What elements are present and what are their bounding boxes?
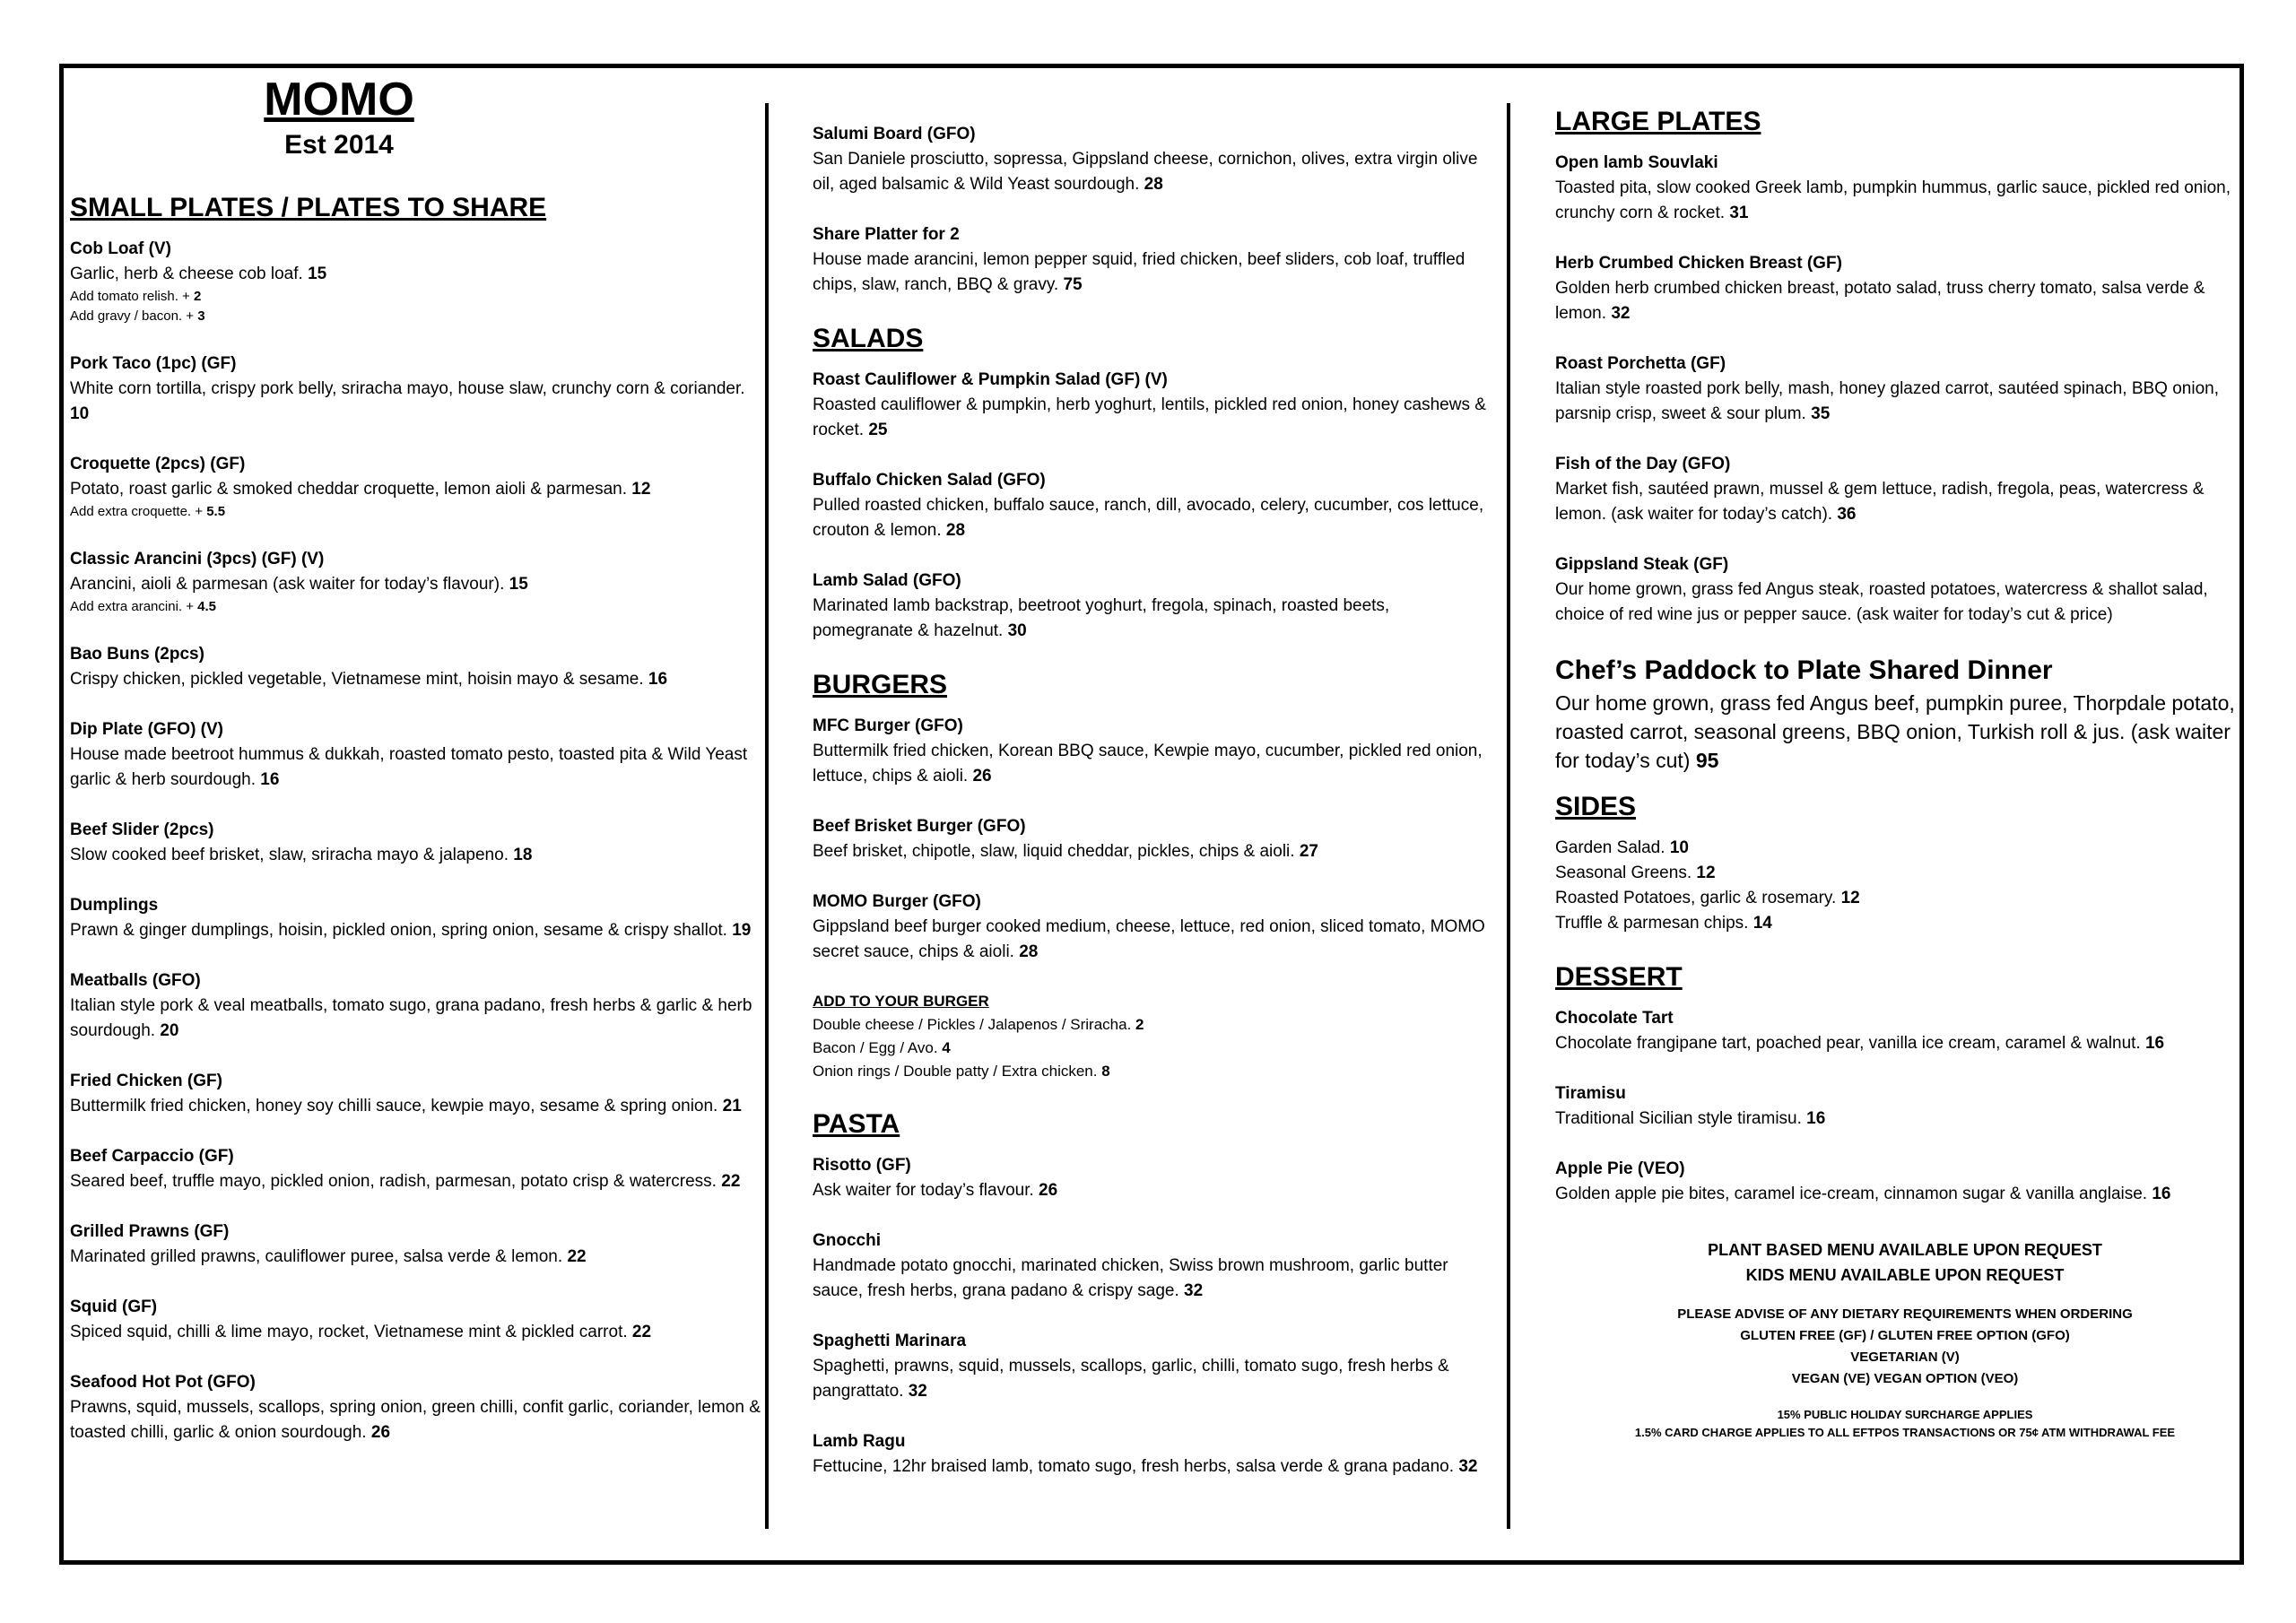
sides-list — [1555, 836, 2255, 936]
menu-item-description — [813, 493, 1494, 543]
menu-item — [70, 1144, 761, 1194]
note-card-charge: 1.5% CARD CHARGE APPLIES TO ALL EFTPOS TRANSACTIONS OR 75¢ ATM WITHDRAWAL FEE — [1634, 1426, 2176, 1439]
menu-item-description — [70, 1395, 761, 1445]
menu-item — [70, 717, 761, 793]
add-to-burger-title: ADD TO YOUR BURGER — [813, 993, 989, 1010]
menu-item-price: 27 — [1299, 842, 1318, 861]
menu-item-price: 22 — [631, 1323, 652, 1341]
menu-item-name: Share Platter for 2 — [813, 225, 960, 244]
menu-item-extra — [70, 502, 761, 522]
menu-line-price: 2 — [1135, 1016, 1144, 1033]
menu-item-desc-text: Italian style roasted pork belly, mash, honey glazed carrot, sautéed spinach, BBQ onion, parsnip crisp, sweet & sour plum. — [1555, 379, 2220, 423]
note-vegan: VEGAN (VE) VEGAN OPTION (VEO) — [1791, 1371, 2019, 1386]
menu-item-name: Grilled Prawns (GF) — [70, 1222, 230, 1241]
section-title-large-plates: LARGE PLATES — [1555, 107, 1761, 136]
burgers-list — [813, 714, 1494, 965]
menu-item-price: 26 — [1039, 1181, 1058, 1200]
menu-item-price: 28 — [1144, 175, 1163, 194]
menu-item-description — [1555, 176, 2255, 226]
menu-item-description — [70, 918, 761, 943]
menu-item-price: 16 — [260, 770, 280, 789]
menu-item — [813, 714, 1494, 789]
section-title-pasta: PASTA — [813, 1109, 900, 1139]
menu-item-desc-text: Italian style pork & veal meatballs, tomato sugo, grana padano, fresh herbs & garlic & herb sourdough. — [70, 996, 752, 1040]
salads-list — [813, 368, 1494, 644]
menu-item-name: Beef Brisket Burger (GFO) — [813, 817, 1026, 836]
menu-item — [70, 642, 761, 692]
menu-item-desc-text: Buttermilk fried chicken, Korean BBQ sauce, Kewpie mayo, cucumber, pickled red onion, lettuce, chips & aioli. — [813, 742, 1483, 785]
menu-item-name: Spaghetti Marinara — [813, 1332, 967, 1350]
feature-dish-price: 95 — [1695, 749, 1719, 772]
menu-item-desc-text: Spiced squid, chilli & lime mayo, rocket, Vietnamese mint & pickled carrot. — [70, 1323, 628, 1341]
menu-item-name: Tiramisu — [1555, 1084, 1626, 1103]
small-plates-list — [70, 237, 761, 1445]
menu-item-name: Croquette (2pcs) (GF) — [70, 455, 246, 473]
menu-item-price: 18 — [513, 846, 533, 864]
menu-item — [1555, 1157, 2255, 1207]
menu-item-price: 26 — [370, 1423, 391, 1442]
feature-dish-description — [1555, 689, 2255, 775]
menu-item — [1555, 251, 2255, 326]
menu-line — [1555, 836, 2255, 861]
menu-item — [1555, 1081, 2255, 1132]
menu-item-name: Apple Pie (VEO) — [1555, 1159, 1685, 1178]
menu-item-name: Gnocchi — [813, 1231, 882, 1250]
menu-item-name: Bao Buns (2pcs) — [70, 645, 204, 664]
menu-item-price: 28 — [945, 521, 966, 540]
menu-item-extra-text: Add extra croquette. + — [70, 504, 204, 519]
feature-dish-title: Chef’s Paddock to Plate Shared Dinner — [1555, 655, 2053, 685]
menu-notes — [1555, 1237, 2255, 1442]
menu-item-description — [813, 147, 1494, 197]
menu-item-price: 19 — [732, 921, 752, 940]
menu-item — [70, 452, 761, 522]
menu-item-name: Risotto (GF) — [813, 1156, 911, 1175]
menu-item-price: 75 — [1063, 275, 1083, 294]
menu-item — [813, 1153, 1494, 1203]
menu-item — [70, 893, 761, 943]
menu-item-desc-text: House made arancini, lemon pepper squid, fried chicken, beef sliders, cob loaf, truffled chips, slaw, ranch, BBQ & gravy. — [813, 250, 1465, 294]
menu-item-desc-text: Gippsland beef burger cooked medium, cheese, lettuce, red onion, sliced tomato, MOMO secret sauce, chips & aioli. — [813, 917, 1485, 961]
column-divider-right — [1507, 103, 1510, 1529]
menu-item-price: 16 — [2144, 1034, 2165, 1053]
menu-item-desc-text: Potato, roast garlic & smoked cheddar croquette, lemon aioli & parmesan. — [70, 480, 627, 499]
menu-line — [813, 1013, 1494, 1037]
menu-item — [1555, 151, 2255, 226]
menu-item-price: 25 — [868, 421, 888, 439]
menu-item-name: Chocolate Tart — [1555, 1009, 1674, 1028]
dessert-list — [1555, 1006, 2255, 1207]
menu-item-description — [70, 1169, 761, 1194]
menu-item — [1555, 552, 2255, 628]
menu-item-price: 22 — [567, 1247, 587, 1266]
menu-item-price: 28 — [1019, 942, 1039, 961]
menu-item-description — [70, 1245, 761, 1270]
pasta-list — [813, 1153, 1494, 1480]
menu-item-desc-text: Golden herb crumbed chicken breast, potato salad, truss cherry tomato, salsa verde & lemon. — [1555, 279, 2205, 323]
menu-item-description — [813, 594, 1494, 644]
note-gluten-free: GLUTEN FREE (GF) / GLUTEN FREE OPTION (GFO) — [1740, 1328, 2070, 1343]
menu-item-name: Roast Cauliflower & Pumpkin Salad (GF) (V) — [813, 370, 1168, 389]
menu-item-desc-text: Handmade potato gnocchi, marinated chicken, Swiss brown mushroom, garlic butter sauce, fresh herbs, grana padano & crispy sage. — [813, 1256, 1448, 1300]
menu-item-desc-text: Traditional Sicilian style tiramisu. — [1555, 1109, 1802, 1128]
menu-item-name: Cob Loaf (V) — [70, 239, 171, 258]
menu-item-name: MFC Burger (GFO) — [813, 716, 963, 735]
menu-item-description — [1555, 577, 2255, 628]
menu-item — [813, 814, 1494, 864]
menu-item-desc-text: Market fish, sautéed prawn, mussel & gem lettuce, radish, fregola, peas, watercress & lemon. (ask waiter for today’s catch). — [1555, 480, 2205, 524]
menu-item-description — [813, 393, 1494, 443]
section-title-dessert: DESSERT — [1555, 962, 1683, 992]
menu-item-name: MOMO Burger (GFO) — [813, 892, 981, 911]
menu-item — [1555, 452, 2255, 527]
menu-item-name: Beef Carpaccio (GF) — [70, 1147, 234, 1166]
menu-item-description — [813, 739, 1494, 789]
menu-item-desc-text: Toasted pita, slow cooked Greek lamb, pumpkin hummus, garlic sauce, pickled red onion, crunchy corn & rocket. — [1555, 178, 2231, 222]
menu-item-extra — [70, 287, 761, 307]
menu-line — [813, 1060, 1494, 1083]
menu-item-description — [813, 839, 1494, 864]
column-small-plates — [70, 72, 761, 1471]
add-to-burger-block — [813, 990, 1494, 1083]
menu-item-price: 32 — [908, 1382, 927, 1401]
menu-item-desc-text: Arancini, aioli & parmesan (ask waiter for today’s flavour). — [70, 575, 505, 594]
section-title-small-plates: SMALL PLATES / PLATES TO SHARE — [70, 193, 547, 222]
menu-item-desc-text: Our home grown, grass fed Angus steak, roasted potatoes, watercress & shallot salad, choice of red wine jus or pepper sauce. (ask waiter for today’s cut & price) — [1555, 580, 2208, 624]
section-title-salads: SALADS — [813, 324, 924, 353]
menu-item-description — [70, 377, 761, 427]
menu-item-extra-price: 5.5 — [206, 504, 226, 519]
menu-item-desc-text: Marinated grilled prawns, cauliflower puree, salsa verde & lemon. — [70, 1247, 563, 1266]
brand-block — [70, 72, 608, 163]
menu-item — [813, 222, 1494, 298]
shared-boards-list — [813, 122, 1494, 298]
menu-item — [70, 1069, 761, 1119]
menu-line-text: Seasonal Greens. — [1555, 864, 1692, 882]
menu-item-price: 10 — [70, 404, 90, 423]
menu-item-desc-text: Prawn & ginger dumplings, hoisin, pickled onion, spring onion, sesame & crispy shallot. — [70, 921, 727, 940]
section-title-sides: SIDES — [1555, 792, 1637, 821]
menu-item-description — [70, 667, 761, 692]
menu-item-price: 36 — [1837, 505, 1857, 524]
menu-line-price: 4 — [942, 1039, 951, 1056]
menu-item-price: 15 — [308, 265, 327, 283]
menu-item-price: 16 — [1806, 1109, 1826, 1128]
note-holiday-surcharge: 15% PUBLIC HOLIDAY SURCHARGE APPLIES — [1777, 1408, 2033, 1421]
menu-item-price: 16 — [2152, 1185, 2171, 1203]
menu-item-name: Fish of the Day (GFO) — [1555, 455, 1731, 473]
menu-item-description — [813, 1178, 1494, 1203]
menu-item-extra — [70, 597, 761, 617]
menu-item-price: 30 — [1007, 621, 1027, 640]
column-divider-left — [765, 103, 769, 1529]
menu-item-description — [70, 1320, 761, 1345]
menu-item-desc-text: Slow cooked beef brisket, slaw, sriracha mayo & jalapeno. — [70, 846, 509, 864]
menu-item-name: Fried Chicken (GF) — [70, 1072, 222, 1090]
menu-item — [70, 1219, 761, 1270]
menu-item-name: Lamb Salad (GFO) — [813, 571, 961, 590]
menu-item — [70, 1370, 761, 1445]
menu-item — [813, 122, 1494, 197]
menu-item-name: Gippsland Steak (GF) — [1555, 555, 1729, 574]
menu-item-name: Roast Porchetta (GF) — [1555, 354, 1726, 373]
note-plant-based: PLANT BASED MENU AVAILABLE UPON REQUEST — [1708, 1241, 2102, 1259]
section-title-burgers: BURGERS — [813, 670, 948, 699]
menu-item-desc-text: Pulled roasted chicken, buffalo sauce, ranch, dill, avocado, celery, cucumber, cos lettuce, crouton & lemon. — [813, 496, 1484, 540]
menu-line-text: Roasted Potatoes, garlic & rosemary. — [1555, 889, 1837, 907]
menu-line — [1555, 861, 2255, 886]
menu-item-desc-text: San Daniele prosciutto, sopressa, Gippsland cheese, cornichon, olives, extra virgin olive oil, aged balsamic & Wild Yeast sourdough. — [813, 150, 1478, 194]
menu-item-desc-text: Golden apple pie bites, caramel ice-cream, cinnamon sugar & vanilla anglaise. — [1555, 1185, 2148, 1203]
menu-item-name: Dip Plate (GFO) (V) — [70, 720, 223, 739]
menu-item-name: Squid (GF) — [70, 1298, 158, 1316]
menu-item — [813, 568, 1494, 644]
menu-item-name: Classic Arancini (3pcs) (GF) (V) — [70, 550, 325, 568]
menu-item-name: Salumi Board (GFO) — [813, 125, 976, 143]
menu-item-desc-text: Roasted cauliflower & pumpkin, herb yoghurt, lentils, pickled red onion, honey cashews & rocket. — [813, 395, 1486, 439]
menu-item-price: 21 — [722, 1097, 742, 1115]
menu-line-text: Bacon / Egg / Avo. — [813, 1039, 938, 1056]
note-kids-menu: KIDS MENU AVAILABLE UPON REQUEST — [1745, 1266, 2065, 1284]
menu-item-description — [813, 1354, 1494, 1404]
menu-item-extra-text: Add extra arancini. + — [70, 599, 194, 614]
restaurant-name: MOMO — [264, 74, 414, 126]
menu-line — [1555, 911, 2255, 936]
menu-line-price: 8 — [1101, 1063, 1110, 1080]
menu-item — [70, 1295, 761, 1345]
menu-item-name: Herb Crumbed Chicken Breast (GF) — [1555, 254, 1842, 273]
menu-line-text: Onion rings / Double patty / Extra chicken. — [813, 1063, 1098, 1080]
menu-item-price: 16 — [648, 670, 668, 689]
menu-item-name: Pork Taco (1pc) (GF) — [70, 354, 237, 373]
menu-item — [1555, 352, 2255, 427]
menu-item-name: Lamb Ragu — [813, 1432, 906, 1451]
menu-item-description — [70, 843, 761, 868]
menu-item-description — [1555, 1182, 2255, 1207]
menu-item — [813, 368, 1494, 443]
menu-item-desc-text: White corn tortilla, crispy pork belly, sriracha mayo, house slaw, crunchy corn & coriander. — [70, 379, 745, 398]
menu-item-description — [1555, 377, 2255, 427]
large-plates-list — [1555, 151, 2255, 628]
menu-item — [813, 1329, 1494, 1404]
menu-item — [1555, 1006, 2255, 1056]
menu-item — [70, 352, 761, 427]
menu-line-price: 12 — [1840, 889, 1860, 907]
menu-item-description — [70, 1094, 761, 1119]
established-year: Est 2014 — [284, 130, 394, 160]
menu-item-description — [70, 742, 761, 793]
column-large-plates — [1555, 72, 2255, 1442]
menu-item-description — [813, 1454, 1494, 1480]
menu-item-description — [813, 915, 1494, 965]
menu-item-price: 32 — [1184, 1281, 1204, 1300]
menu-item-description — [813, 1254, 1494, 1304]
menu-item-desc-text: Crispy chicken, pickled vegetable, Vietnamese mint, hoisin mayo & sesame. — [70, 670, 644, 689]
menu-item-price: 22 — [721, 1172, 741, 1191]
menu-line-price: 12 — [1696, 864, 1716, 882]
menu-item-description — [813, 247, 1494, 298]
menu-item-name: Meatballs (GFO) — [70, 971, 201, 990]
note-dietary: PLEASE ADVISE OF ANY DIETARY REQUIREMENTS WHEN ORDERING — [1677, 1306, 2133, 1322]
menu-item — [70, 237, 761, 326]
menu-item-price: 20 — [160, 1021, 179, 1040]
menu-item-description — [70, 477, 761, 502]
menu-item-extra — [70, 307, 761, 326]
menu-line — [1555, 886, 2255, 911]
menu-item-desc-text: Prawns, squid, mussels, scallops, spring onion, green chilli, confit garlic, coriander, lemon & toasted chilli, garlic & onion sourdough. — [70, 1398, 761, 1442]
menu-item-price: 15 — [509, 575, 528, 594]
menu-item-description — [70, 262, 761, 287]
menu-item-price: 12 — [631, 480, 651, 499]
menu-item — [813, 468, 1494, 543]
menu-item — [813, 1228, 1494, 1304]
menu-item-price: 35 — [1811, 404, 1831, 423]
menu-line-text: Garden Salad. — [1555, 838, 1665, 857]
menu-item-desc-text: Marinated lamb backstrap, beetroot yoghurt, fregola, spinach, roasted beets, pomegranate & hazelnut. — [813, 596, 1390, 640]
menu-item — [813, 890, 1494, 965]
menu-item-name: Seafood Hot Pot (GFO) — [70, 1373, 256, 1392]
menu-item-extra-text: Add tomato relish. + — [70, 289, 190, 304]
menu-item — [70, 968, 761, 1044]
menu-item-price: 32 — [1458, 1457, 1478, 1476]
menu-item-desc-text: Garlic, herb & cheese cob loaf. — [70, 265, 303, 283]
menu-item-name: Open lamb Souvlaki — [1555, 153, 1718, 172]
menu-item-description — [70, 994, 761, 1044]
menu-item-desc-text: Beef brisket, chipotle, slaw, liquid cheddar, pickles, chips & aioli. — [813, 842, 1295, 861]
menu-item-desc-text: House made beetroot hummus & dukkah, roasted tomato pesto, toasted pita & Wild Yeast garlic & herb sourdough. — [70, 745, 748, 789]
menu-line-price: 10 — [1669, 838, 1689, 857]
menu-item-desc-text: Seared beef, truffle mayo, pickled onion, radish, parmesan, potato crisp & watercress. — [70, 1172, 717, 1191]
menu-line — [813, 1037, 1494, 1060]
menu-item-price: 31 — [1729, 204, 1749, 222]
menu-item-desc-text: Fettucine, 12hr braised lamb, tomato sugo, fresh herbs, salsa verde & grana padano. — [813, 1457, 1455, 1476]
menu-item-extra-price: 2 — [194, 289, 202, 304]
menu-item — [813, 1429, 1494, 1480]
menu-line-price: 14 — [1752, 914, 1772, 933]
menu-item-desc-text: Spaghetti, prawns, squid, mussels, scallops, garlic, chilli, tomato sugo, fresh herbs & pangrattato. — [813, 1357, 1449, 1401]
column-middle — [813, 72, 1494, 1505]
menu-item-extra-price: 4.5 — [197, 599, 217, 614]
note-vegetarian: VEGETARIAN (V) — [1850, 1350, 1960, 1365]
menu-item — [70, 818, 761, 868]
menu-item-name: Buffalo Chicken Salad (GFO) — [813, 471, 1046, 490]
menu-item-desc-text: Buttermilk fried chicken, honey soy chilli sauce, kewpie mayo, sesame & spring onion. — [70, 1097, 718, 1115]
menu-item — [70, 547, 761, 617]
menu-item-description — [1555, 1107, 2255, 1132]
menu-item-extra-price: 3 — [197, 308, 205, 324]
menu-item-name: Dumplings — [70, 896, 159, 915]
menu-item-description — [1555, 276, 2255, 326]
menu-line-text: Truffle & parmesan chips. — [1555, 914, 1749, 933]
feature-dish-desc-text: Our home grown, grass fed Angus beef, pumpkin puree, Thorpdale potato, roasted carrot, seasonal greens, BBQ onion, Turkish roll & jus. (ask waiter for today’s cut) — [1555, 691, 2235, 772]
menu-item-price: 26 — [972, 767, 992, 785]
menu-item-description — [1555, 1031, 2255, 1056]
menu-item-description — [1555, 477, 2255, 527]
menu-item-description — [70, 572, 761, 597]
menu-item-name: Beef Slider (2pcs) — [70, 820, 214, 839]
menu-item-desc-text: Chocolate frangipane tart, poached pear, vanilla ice cream, caramel & walnut. — [1555, 1034, 2141, 1053]
menu-item-desc-text: Ask waiter for today’s flavour. — [813, 1181, 1034, 1200]
menu-line-text: Double cheese / Pickles / Jalapenos / Sriracha. — [813, 1016, 1132, 1033]
menu-item-extra-text: Add gravy / bacon. + — [70, 308, 195, 324]
add-to-burger-lines — [813, 1013, 1494, 1083]
menu-item-price: 32 — [1611, 304, 1631, 323]
